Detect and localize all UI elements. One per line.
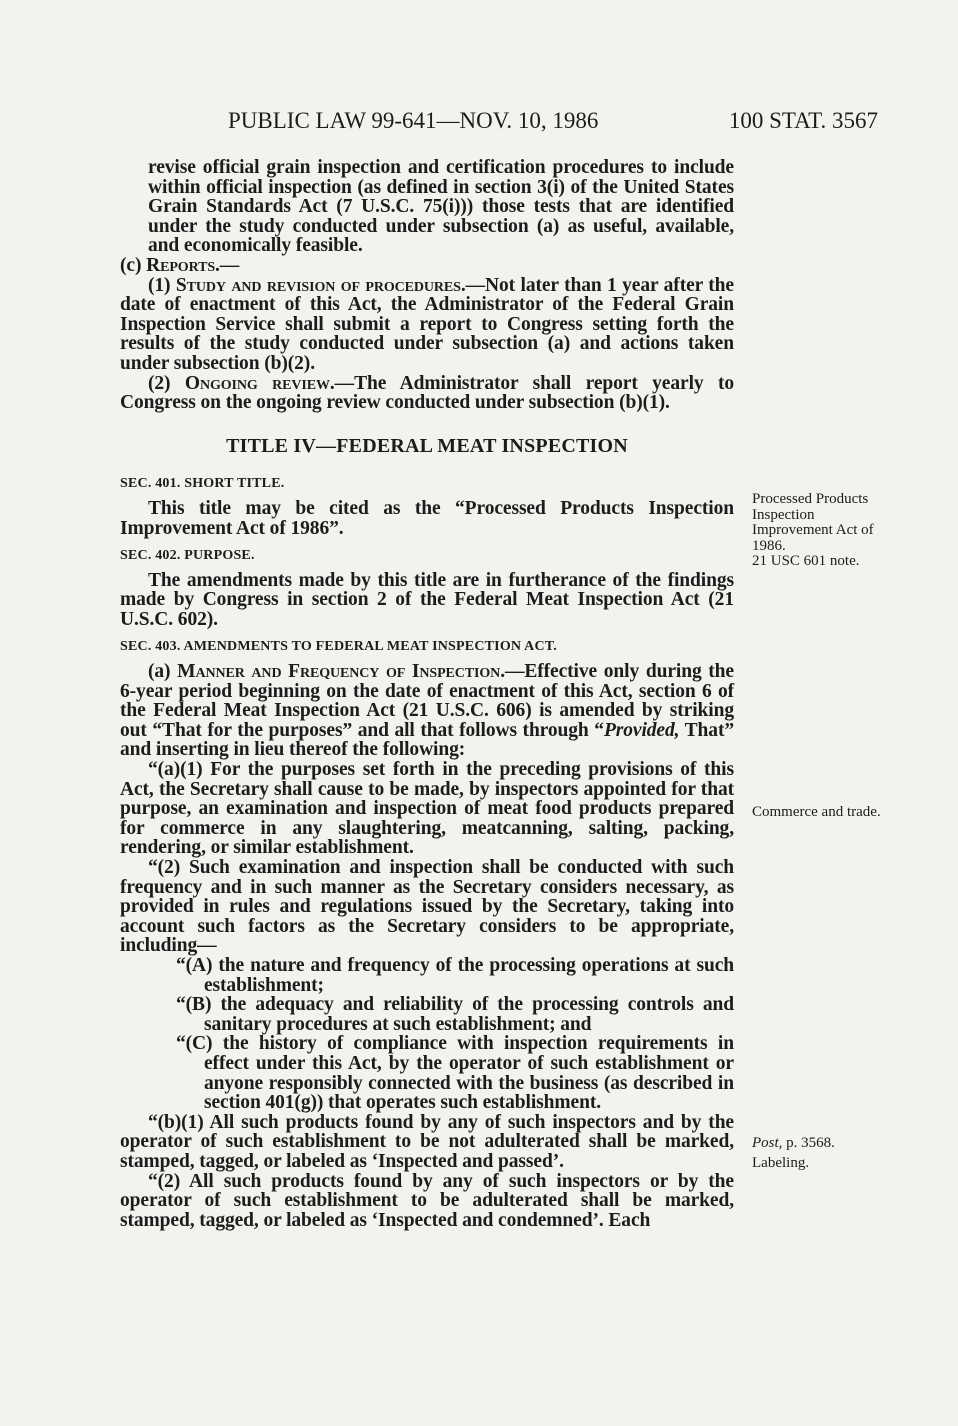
body-text: [120, 158, 734, 1230]
sec-401-heading: SEC. 401. SHORT TITLE.: [120, 476, 285, 492]
statute-page-number: 100 STAT. 3567: [728, 108, 878, 133]
margin-note-short-title: Processed Products Inspection Improvement Act of 1986. 21 USC 601 note.: [752, 492, 882, 570]
sec-402-text: The amendments made by this title are in furtherance of the findings made by Congress in section 2 of the Federal Meat Inspection Act (21 U.S.C. 602).: [120, 569, 734, 630]
paragraph-a2: “(2) Such examination and inspection shall be conducted with such frequency and in such manner as the Secretary considers necessary, as provided in rules and regulations issued by the Secretary, taking into account such factors as the Secretary considers to be appropriate, including—: [120, 857, 734, 957]
margin-note-post-reference: Post, p. 3568.: [752, 1135, 835, 1151]
page-header: [228, 108, 878, 138]
title-iv-heading: TITLE IV—FEDERAL MEAT INSPECTION: [226, 434, 628, 457]
paragraph-c2: (2) Ongoing review.—The Administrator shall report yearly to Congress on the ongoing review conducted under subsection (b)(1).: [120, 372, 735, 414]
public-law-citation: PUBLIC LAW 99-641—NOV. 10, 1986: [228, 108, 599, 133]
clause-c: “(C) the history of compliance with inspection requirements in effect under this Act, by the operator of such establishment or anyone responsibly connected with the business (as described in section 401(g)) that operates such establishment.: [176, 1033, 734, 1114]
paragraph-b1: “(b)(1) All such products found by any of such inspectors and by the operator of such establishment to be not adulterated shall be marked, stamped, tagged, or labeled as ‘Inspected and passed’.: [120, 1111, 734, 1172]
clause-a: “(A) the nature and frequency of the processing operations at such establishment;: [176, 954, 734, 996]
sec-403-heading: SEC. 403. AMENDMENTS TO FEDERAL MEAT INSPECTION ACT.: [120, 639, 557, 655]
paragraph-b2: “(2) All such products found by any of such inspectors or by the operator of such establishment to be adulterated shall be marked, stamped, tagged, or labeled as ‘Inspected and condemned’. Each: [120, 1170, 734, 1231]
subsection-c-heading: (c) Reports.—: [120, 254, 240, 276]
margin-note-labeling: Labeling.: [752, 1155, 810, 1171]
subsection-a: (a) Manner and Frequency of Inspection.—Effective only during the 6-year period beginning on the date of enactment of this Act, section 6 of the Federal Meat Inspection Act (21 U.S.C. 606) is amended by striking out “That for the purposes” and all that follows through “Provided, That” and inserting in lieu thereof the following:: [120, 661, 734, 761]
paragraph-continuation: revise official grain inspection and certification procedures to include within official inspection (as defined in section 3(i) of the United States Grain Standards Act (7 U.S.C. 75(i))) those tests that are identified under the study conducted under subsection (a) as useful, available, and economically feasible.: [148, 157, 734, 257]
paragraph-c1: (1) Study and revision of procedures.—Not later than 1 year after the date of enactment of this Act, the Administrator of the Federal Grain Inspection Service shall submit a report to Congress setting forth the results of the study conducted under subsection (a) and actions taken under subsection (b)(2).: [120, 274, 734, 374]
sec-401-text: This title may be cited as the “Processed Products Inspection Improvement Act of 1986”.: [120, 497, 734, 539]
clause-b: “(B) the adequacy and reliability of the processing controls and sanitary procedures at such establishment; and: [176, 994, 734, 1035]
sec-402-heading: SEC. 402. PURPOSE.: [120, 548, 255, 564]
margin-note-usc-citation: 21 USC 601 note.: [752, 553, 860, 569]
paragraph-a1: “(a)(1) For the purposes set forth in the preceding provisions of this Act, the Secretary shall cause to be made, by inspectors appointed for that purpose, an examination and inspection of meat food products prepared for commerce in any slaughtering, meatcanning, salting, packing, rendering, or similar establishment.: [120, 759, 734, 859]
margin-note-commerce: Commerce and trade.: [752, 804, 881, 820]
